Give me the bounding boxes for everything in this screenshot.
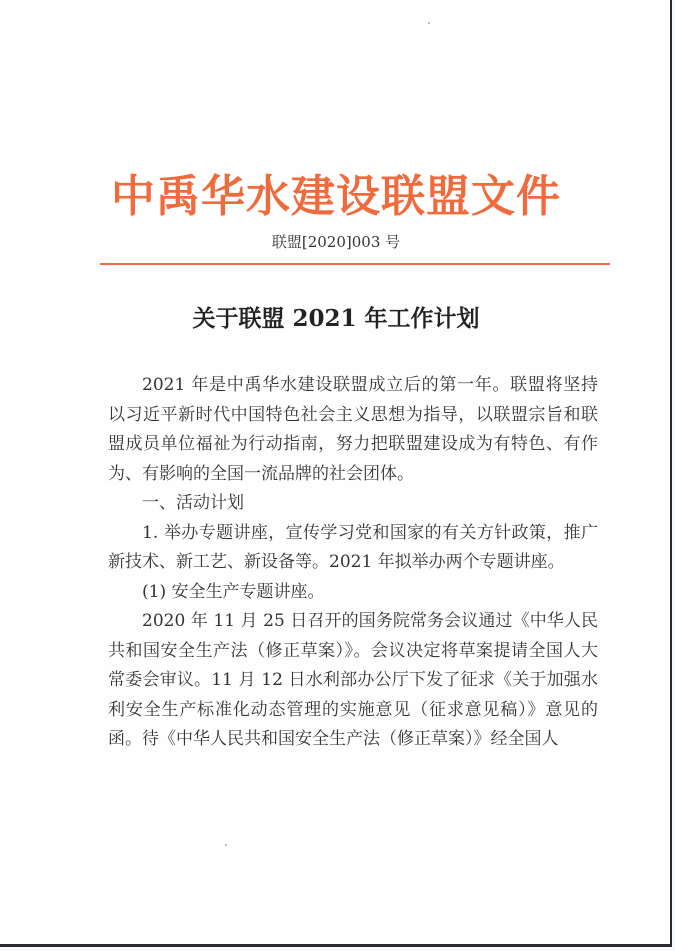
scan-speck <box>428 22 430 24</box>
scan-speck <box>225 844 227 846</box>
paragraph-safety-law: 2020 年 11 月 25 日召开的国务院常务会议通过《中华人民共和国安全生产法（修正草案）》。会议决定将草案提请全国人大常委会审议。11 月 12 日水利部办公厅下发了征求《关于加强水利安全生产标准化动态管理的实施意见（征求意见稿）》意见的函。待《中华人民共和国安全生产法（修正草案）》经全国人 <box>108 611 598 749</box>
document-header-title: 中禹华水建设联盟文件 <box>111 171 561 222</box>
paragraph-intro: 2021 年是中禹华水建设联盟成立后的第一年。联盟将坚持以习近平新时代中国特色社会主义思想为指导，以联盟宗旨和联盟成员单位福祉为行动指南，努力把联盟建设成为有特色、有作为、有影响的全国一流品牌的社会团体。 <box>108 375 598 484</box>
document-title: 关于联盟 2021 年工作计划 <box>192 305 480 332</box>
header-divider <box>100 263 610 265</box>
document-body <box>108 371 598 755</box>
document-number: 联盟[2020]003 号 <box>271 233 401 251</box>
paragraph-lectures: 1. 举办专题讲座，宣传学习党和国家的有关方针政策，推广新技术、新工艺、新设备等。2021 年拟举办两个专题讲座。 <box>108 522 598 572</box>
section-heading-activity-plan: 一、活动计划 <box>142 493 244 513</box>
subitem-safety-lecture: (1) 安全生产专题讲座。 <box>142 581 325 602</box>
